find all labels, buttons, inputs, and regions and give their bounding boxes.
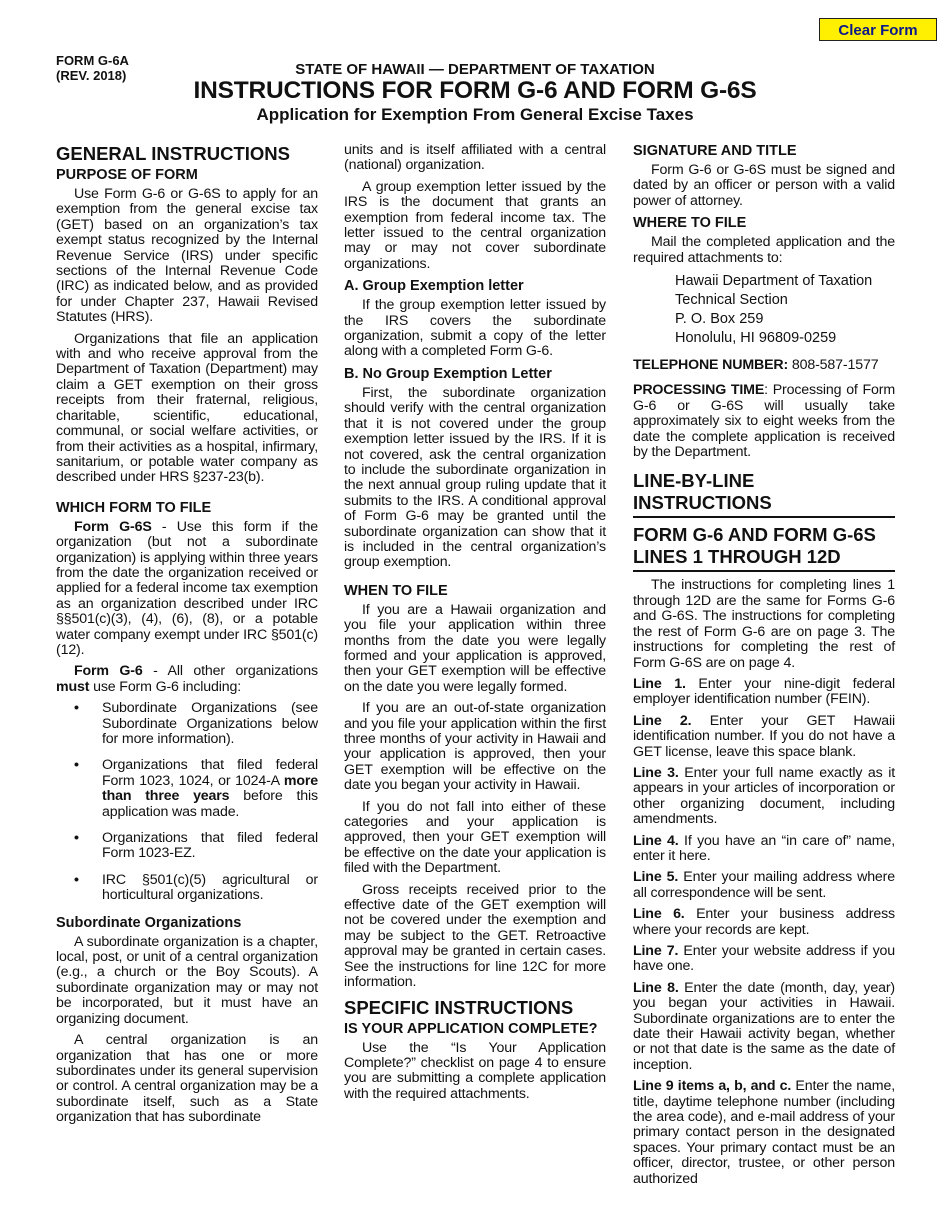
purpose-heading: PURPOSE OF FORM [56,167,198,183]
line-label: Line 2. [633,712,692,729]
form-revision: (REV. 2018) [56,68,127,83]
list-item-text: Subordinate Organizations (see Subordinate Organizations below for more information). [102,700,318,747]
continued-paragraph: units and is itself affiliated with a central (national) organization. [344,142,606,174]
column-3 [633,143,895,1193]
mailing-address [633,272,895,348]
general-instructions-heading: GENERAL INSTRUCTIONS [56,143,291,164]
lines-intro-paragraph: The instructions for completing lines 1 through 12D are the same for Forms G-6 and G-6S. The instructions for completing the rest of Form G-6 are on page 3. The instructions for completing the rest of Form G-6S are on page 4. [633,577,895,671]
line-label: Line 3. [633,764,679,781]
list-item-tail: before this application was made. [102,788,318,820]
line-by-line-heading: LINE-BY-LINE INSTRUCTIONS [633,470,895,518]
line-text: Enter the date (month, day, year) you began your activities in Hawaii. Subordinate organizations are to enter the date their Hawaii activity began, whether or not that date is the same as the date of inception. [633,979,895,1073]
line-text: Enter your mailing address where all correspondence will be sent. [633,869,895,901]
line-text: Enter your website address if you have one. [633,943,895,975]
telephone-label: TELEPHONE NUMBER: [633,357,789,374]
which-form-heading: WHICH FORM TO FILE [56,499,212,516]
address-line: Honolulu, HI 96809-0259 [675,330,837,347]
line-6-instruction [633,907,895,938]
address-line: Hawaii Department of Taxation [675,273,873,290]
address-line: Technical Section [675,292,788,309]
list-item-text: Organizations that filed federal Form 1023-EZ. [102,830,318,862]
form-g6s-paragraph [56,520,318,659]
specific-instructions-heading: SPECIFIC INSTRUCTIONS [344,996,574,1018]
line-label: Line 6. [633,906,685,923]
form-g6-label: Form G-6 [74,663,143,680]
processing-time-label: PROCESSING TIME [633,382,765,399]
subordinate-heading: Subordinate Organizations [56,914,242,931]
when-paragraph-3: If you do not fall into either of these categories and your application is approved, then your GET exemption will be effective on the date your application is filed with the Department. [344,798,606,877]
agency-name: STATE OF HAWAII — DEPARTMENT OF TAXATION [295,61,655,78]
line-7-instruction [633,944,895,975]
form-g6s-label: Form G-6S [74,518,152,535]
form-g6s-text: - Use this form if the organization (but not a subordinate organization) is applying within three years from the date the organization received or applied for a federal income tax exemption as an organization described under IRC §§501(c)(3), (4), (6), (8), or a potable water company exempt under IRC §501(c)(12). [56,518,318,658]
page-title: INSTRUCTIONS FOR FORM G-6 AND FORM G-6S [193,77,757,104]
line-label: Line 8. [633,979,679,996]
group-exemption-letter-heading: A. Group Exemption letter [344,278,524,295]
where-to-file-paragraph: Mail the completed application and the required attachments to: [633,234,895,266]
list-item-text: IRC §501(c)(5) agricultural or horticultural organizations. [102,871,318,904]
signature-paragraph: Form G-6 or G-6S must be signed and dated by an officer or person with a valid power of attorney. [633,162,895,209]
list-item [56,758,318,820]
when-paragraph-2: If you are an out-of-state organization and you file your application within the first three months of your activity in Hawaii and your application is approved, then your GET exemption will be effective on the date you began your activity in Hawaii. [344,700,606,794]
application-complete-heading: IS YOUR APPLICATION COMPLETE? [344,1020,598,1037]
form-g6-paragraph [56,664,318,695]
group-exemption-letter-paragraph: If the group exemption letter issued by the IRS covers the subordinate organization, submit a copy of the letter along with a completed Form G-6. [344,297,606,360]
when-paragraph-1: If you are a Hawaii organization and you file your application within three months from the date you were legally formed and your application is approved, then your GET exemption will be effective on the date you were legally formed. [344,601,606,695]
no-group-exemption-paragraph: First, the subordinate organization should verify with the central organization that it is not covered under the group exemption letter issued by the IRS. If it is not covered, ask the central organization to include the subordinate organization in the next annual group ruling update that it submits to the IRS. A conditional approval of Form G-6 may be granted until the subordinate organization can show that it is included in the central organization’s group exemption. [344,384,606,571]
line-8-instruction [633,981,895,1073]
where-to-file-heading: WHERE TO FILE [633,215,747,232]
line-9-instruction [633,1079,895,1187]
page-subtitle: Application for Exemption From General Excise Taxes [256,105,694,124]
address-line: P. O. Box 259 [675,311,764,328]
line-4-instruction [633,834,895,865]
form-g6-list [56,701,318,903]
column-1 [56,143,318,1132]
processing-time-text: : Processing of Form G-6 or G-6S will usually take approximately six to eight weeks from the date the complete application is received by the Department. [633,382,895,461]
clear-form-button[interactable]: Clear Form [819,18,937,41]
bullet-icon: • [74,871,79,888]
line-label: Line 1. [633,675,686,692]
form-g6-text-a: - All other organizations [142,663,318,680]
list-item [56,831,318,862]
bullet-icon: • [74,757,79,774]
purpose-paragraph-2: Organizations that file an application with and who receive approval from the Department of Taxation (Department) may claim a GET exemption on their gross receipts from their fraternal, religious, charitable, scientific, educational, communal, or social welfare activities, or from their activities as a hospital, infirmary, sanitarium, or potable water company as described under HRS §237-23(b). [56,330,318,486]
purpose-paragraph-1: Use Form G-6 or G-6S to apply for an exemption from the general excise tax (GET) based on an organization’s tax exempt status recognized by the Internal Revenue Service (IRS) under specific sections of the Internal Revenue Code (IRC) as indicated below, and as provided for under Chapter 237, Hawaii Revised Statutes (HRS). [56,186,318,326]
line-text: Enter the name, title, daytime telephone number (including the area code), and e-mail address of your primary contact person in the designated spaces. Your primary contact must be an officer, director, trustee, or other person authorized [633,1078,895,1187]
application-complete-paragraph: Use the “Is Your Application Complete?” checklist on page 4 to ensure you are submitting a complete application with the required attachments. [344,1039,606,1102]
line-5-instruction [633,870,895,901]
line-label: Line 4. [633,832,679,849]
subordinate-paragraph-2: A central organization is an organization that has one or more subordinates under its general supervision or control. A central organization may be a subordinate itself, such as a State organization that has subordinate [56,1032,318,1126]
column-2 [344,143,606,1108]
line-text: Enter your business address where your records are kept. [633,906,896,938]
list-item [56,701,318,747]
when-paragraph-4: Gross receipts received prior to the effective date of the GET exemption will not be covered under the exemption and may be subject to the GET. Retroactive approval may be granted in certain cases. See the instructions for line 12C for more information. [344,881,606,991]
line-label: Line 9 items a, b, and c. [633,1078,792,1095]
bullet-icon: • [74,700,79,717]
line-2-instruction [633,714,895,760]
list-item-emphasis: more than three years [102,772,318,805]
line-text: If you have an “in care of” name, enter it here. [633,832,896,864]
must-emphasis: must [56,678,90,695]
bullet-icon: • [74,830,79,847]
line-text: Enter your full name exactly as it appears in your articles of incorporation or other organizing document, including amendments. [633,764,895,828]
line-3-instruction [633,766,895,828]
form-number: FORM G-6A [56,53,129,68]
group-exemption-paragraph: A group exemption letter issued by the IRS is the document that grants an exemption from federal income tax. The letter issued to the central organization may or may not cover subordinate organizations. [344,178,606,272]
line-text: Enter your nine-digit federal employer identification number (FEIN). [633,675,895,708]
telephone-value: 808-587-1577 [788,357,879,374]
form-g6-text-b: use Form G-6 including: [89,678,242,695]
subordinate-paragraph-1: A subordinate organization is a chapter, local, post, or unit of a central organization (e.g., a church or the Boy Scouts). A subordinate organization may or may not be incorporated, but it must have an organizing document. [56,933,318,1027]
list-item-text: Organizations that filed federal Form 1023, 1024, or 1024-A [102,757,318,789]
line-label: Line 5. [633,869,679,886]
processing-time [633,383,895,460]
line-1-instruction [633,677,895,708]
line-label: Line 7. [633,943,679,959]
list-item [56,873,318,904]
when-to-file-heading: WHEN TO FILE [344,582,448,599]
lines-1-12d-heading: FORM G-6 AND FORM G-6S LINES 1 THROUGH 12D [633,524,895,572]
signature-heading: SIGNATURE AND TITLE [633,143,797,159]
telephone-number [633,358,895,373]
line-text: Enter your GET Hawaii identification number. If you do not have a GET license, leave this space blank. [633,712,895,760]
no-group-exemption-heading: B. No Group Exemption Letter [344,365,552,382]
